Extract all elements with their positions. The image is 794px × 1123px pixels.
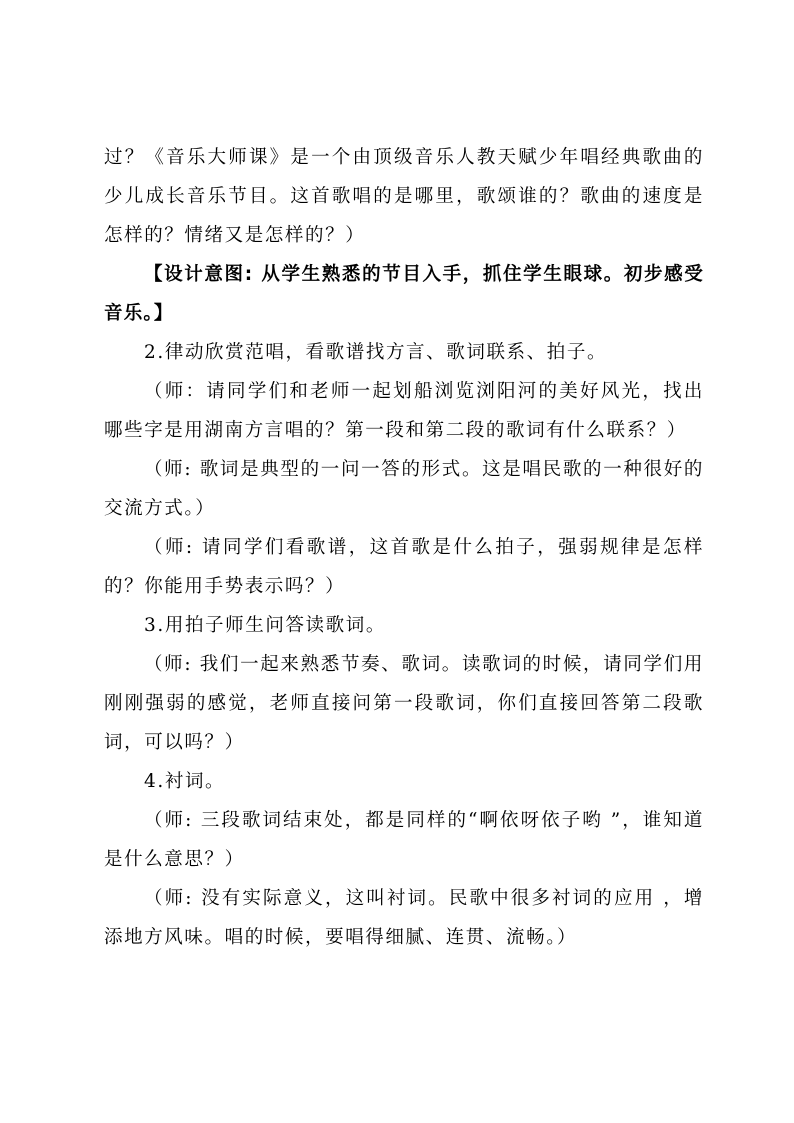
- teacher-dialogue: （师: 三段歌词结束处，都是同样的“啊依呀依子哟 ”，谁知道是什么意思？）: [104, 810, 704, 870]
- teacher-dialogue: （师: 没有实际意义，这叫衬词。民歌中很多衬词的应用 ，增添地方风味。唱的时候，要唱得细腻、连贯、流畅。）: [104, 888, 704, 948]
- teacher-dialogue: （师: 歌词是典型的一问一答的形式。这是唱民歌的一种很好的交流方式。）: [104, 459, 704, 519]
- teacher-dialogue: （师：请同学们和老师一起划船浏览浏阳河的美好风光，找出哪些字是用湖南方言唱的？第一段和第二段的歌词有什么联系？）: [104, 381, 704, 441]
- design-intent-note: 【设计意图: 从学生熟悉的节目入手，抓住学生眼球。初步感受音乐。】: [104, 264, 704, 324]
- step-heading-3: 3.用拍子师生问答读歌词。: [144, 615, 386, 636]
- document-body: [104, 138, 704, 957]
- step-heading-2: 2.律动欣赏范唱，看歌谱找方言、歌词联系、拍子。: [144, 342, 608, 363]
- step-heading-4: 4.衬词。: [144, 771, 226, 792]
- paragraph-continuation: 过？《音乐大师课》是一个由顶级音乐人教天赋少年唱经典歌曲的少儿成长音乐节目。这首歌唱的是哪里，歌颂谁的？歌曲的速度是怎样的？情绪又是怎样的？）: [104, 147, 704, 246]
- teacher-dialogue: （师: 请同学们看歌谱，这首歌是什么拍子，强弱规律是怎样的？你能用手势表示吗？）: [104, 537, 704, 597]
- teacher-dialogue: （师: 我们一起来熟悉节奏、歌词。读歌词的时候，请同学们用刚刚强弱的感觉，老师直接问第一段歌词，你们直接回答第二段歌词，可以吗？）: [104, 654, 704, 753]
